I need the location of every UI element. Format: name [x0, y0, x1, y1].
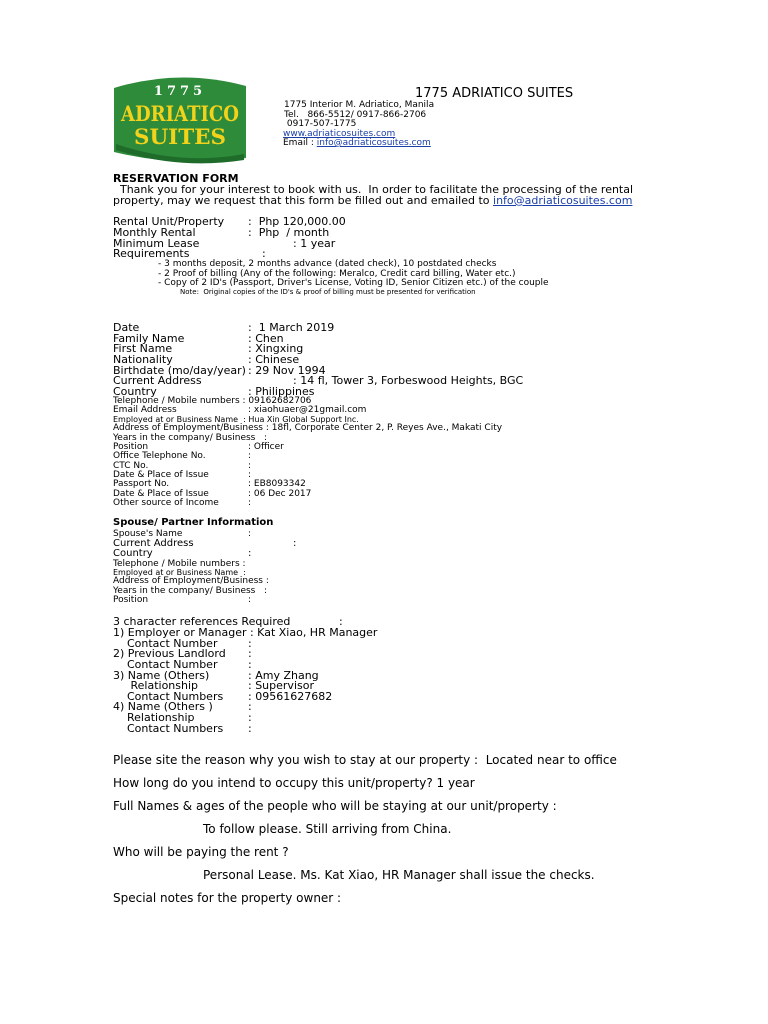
reason-question: Please site the reason why you wish to stay at our property : Located near to office: [113, 753, 617, 767]
spouse-employer-address-line: Address of Employment/Business :: [113, 576, 269, 586]
spouse-country-value: :: [248, 548, 252, 559]
spouse-name-label: Spouse's Name: [113, 529, 183, 539]
intro-email-link[interactable]: info@adriaticosuites.com: [493, 194, 633, 207]
payer-answer: Personal Lease. Ms. Kat Xiao, HR Manager shall issue the checks.: [203, 868, 595, 882]
spouse-address-value: :: [293, 538, 297, 549]
family-name-value: : Chen: [248, 332, 284, 345]
form-title: RESERVATION FORM: [113, 172, 239, 185]
email-label: Email :: [283, 138, 317, 148]
reference-3-contact-value: : 09561627682: [248, 690, 333, 703]
monthly-rental-value: : Php / month: [248, 226, 330, 239]
company-title: 1775 ADRIATICO SUITES: [415, 86, 574, 101]
passport-issue-value: : 06 Dec 2017: [248, 489, 312, 499]
adriatico-suites-logo: [112, 74, 248, 164]
payer-question: Who will be paying the rent ?: [113, 845, 289, 859]
references-heading-colon: :: [339, 615, 343, 628]
monthly-rental-label: Monthly Rental: [113, 226, 196, 239]
logo-year: 1775: [153, 84, 207, 99]
email-address-value: : xiaohuaer@21gmail.com: [248, 405, 367, 415]
requirement-item: - 3 months deposit, 2 months advance (dated check), 10 postdated checks: [158, 259, 497, 269]
spouse-years-line: Years in the company/ Business :: [113, 586, 267, 596]
occupants-question: Full Names & ages of the people who will be staying at our unit/property :: [113, 799, 557, 813]
notes-question: Special notes for the property owner :: [113, 891, 342, 905]
requirement-item: - Copy of 2 ID's (Passport, Driver's License, Voting ID, Senior Citizen etc.) of the couple: [158, 278, 549, 288]
reference-3-label: 3) Name (Others): [113, 669, 210, 682]
spouse-employer-line: Employed at or Business Name :: [113, 568, 246, 577]
ctc-issue-label: Date & Place of Issue: [113, 470, 209, 480]
office-tel-label: Office Telephone No.: [113, 451, 206, 461]
reference-3-relationship-value: : Supervisor: [248, 679, 314, 692]
reference-4-contact-label: Contact Numbers: [113, 722, 224, 735]
rental-unit-label: Rental Unit/Property: [113, 215, 225, 228]
logo-line2: SUITES: [134, 124, 226, 149]
intro-text: property, may we request that this form be filled out and emailed to: [113, 194, 494, 207]
spouse-position-value: :: [248, 595, 252, 605]
spouse-position-label: Position: [113, 595, 149, 605]
reference-1: 1) Employer or Manager : Kat Xiao, HR Manager: [113, 626, 378, 639]
requirements-label: Requirements: [113, 247, 190, 260]
reference-4-label: 4) Name (Others ): [113, 700, 213, 713]
other-income-value: :: [248, 498, 252, 508]
spouse-address-label: Current Address: [113, 538, 194, 549]
spouse-telephone-line: Telephone / Mobile numbers :: [113, 559, 246, 569]
years-line: Years in the company/ Business :: [113, 433, 267, 443]
rental-unit-value: : Php 120,000.00: [248, 215, 346, 228]
requirement-item: - 2 Proof of billing (Any of the following: Meralco, Credit card billing, Water etc.): [158, 269, 516, 279]
website-link[interactable]: www.adriaticosuites.com: [283, 129, 396, 139]
reference-4-relationship-label: Relationship: [113, 711, 195, 724]
telephone-line: Telephone / Mobile numbers : 09162682706: [113, 396, 312, 406]
nationality-value: : Chinese: [248, 353, 300, 366]
date-value: : 1 March 2019: [248, 321, 335, 334]
spouse-country-label: Country: [113, 548, 153, 559]
intro-line-1: Thank you for your interest to book with us. In order to facilitate the processing of the rental: [113, 183, 634, 196]
logo-line1: ADRIATICO: [120, 101, 239, 126]
ctc-label: CTC No.: [113, 461, 149, 471]
birthdate-value: : 29 Nov 1994: [248, 364, 326, 377]
reference-4-value: :: [248, 700, 252, 713]
reference-4-contact-value: :: [248, 722, 252, 735]
reference-3-relationship-label: Relationship: [113, 679, 199, 692]
reference-4-relationship-value: :: [248, 711, 252, 724]
company-tel-2: 0917-507-1775: [284, 119, 357, 129]
other-income-label: Other source of Income: [113, 498, 219, 508]
company-email-line: [283, 139, 431, 148]
duration-question: How long do you intend to occupy this unit/property? 1 year: [113, 776, 475, 790]
spouse-section-title: Spouse/ Partner Information: [113, 517, 274, 528]
current-address-value: : 14 fl, Tower 3, Forbeswood Heights, BGC: [293, 374, 524, 387]
passport-issue-label: Date & Place of Issue: [113, 489, 209, 499]
occupants-answer: To follow please. Still arriving from China.: [203, 822, 452, 836]
company-address: 1775 Interior M. Adriatico, Manila: [284, 100, 435, 110]
requirements-colon: :: [262, 247, 266, 260]
ctc-issue-value: :: [248, 470, 252, 480]
office-tel-value: :: [248, 451, 252, 461]
email-link[interactable]: info@adriaticosuites.com: [316, 138, 431, 148]
country-label: Country: [113, 385, 157, 398]
current-address-label: Current Address: [113, 374, 202, 387]
employer-address-line: Address of Employment/Business : 18fl, Corporate Center 2, P. Reyes Ave., Makati City: [113, 423, 503, 433]
date-label: Date: [113, 321, 140, 334]
minimum-lease-value: : 1 year: [293, 237, 336, 250]
reference-2-value: :: [248, 647, 252, 660]
requirements-note: Note: Original copies of the ID's & proof of billing must be presented for verification: [180, 288, 476, 296]
company-tel-1: Tel. 866-5512/ 0917-866-2706: [284, 110, 427, 120]
spouse-name-value: :: [248, 529, 252, 539]
reference-2-contact-value: :: [248, 658, 252, 671]
reference-2-contact-label: Contact Number: [113, 658, 218, 671]
country-value: : Philippines: [248, 385, 315, 398]
reference-3-contact-label: Contact Numbers: [113, 690, 224, 703]
family-name-label: Family Name: [113, 332, 185, 345]
nationality-label: Nationality: [113, 353, 173, 366]
email-address-label: Email Address: [113, 405, 177, 415]
reference-1-contact-label: Contact Number: [113, 637, 218, 650]
position-value: : Officer: [248, 442, 284, 452]
reference-1-contact-value: :: [248, 637, 252, 650]
reference-2-label: 2) Previous Landlord: [113, 647, 226, 660]
references-heading: 3 character references Required: [113, 615, 291, 628]
reference-3-value: : Amy Zhang: [248, 669, 319, 682]
ctc-value: :: [248, 461, 252, 471]
intro-line-2: [113, 195, 632, 206]
first-name-value: : Xingxing: [248, 342, 304, 355]
minimum-lease-label: Minimum Lease: [113, 237, 200, 250]
birthdate-label: Birthdate (mo/day/year): [113, 364, 246, 377]
employer-line: Employed at or Business Name : Hua Xin Global Support Inc.: [113, 415, 359, 424]
position-label: Position: [113, 442, 149, 452]
passport-value: : EB8093342: [248, 479, 306, 489]
passport-label: Passport No.: [113, 479, 170, 489]
first-name-label: First Name: [113, 342, 173, 355]
